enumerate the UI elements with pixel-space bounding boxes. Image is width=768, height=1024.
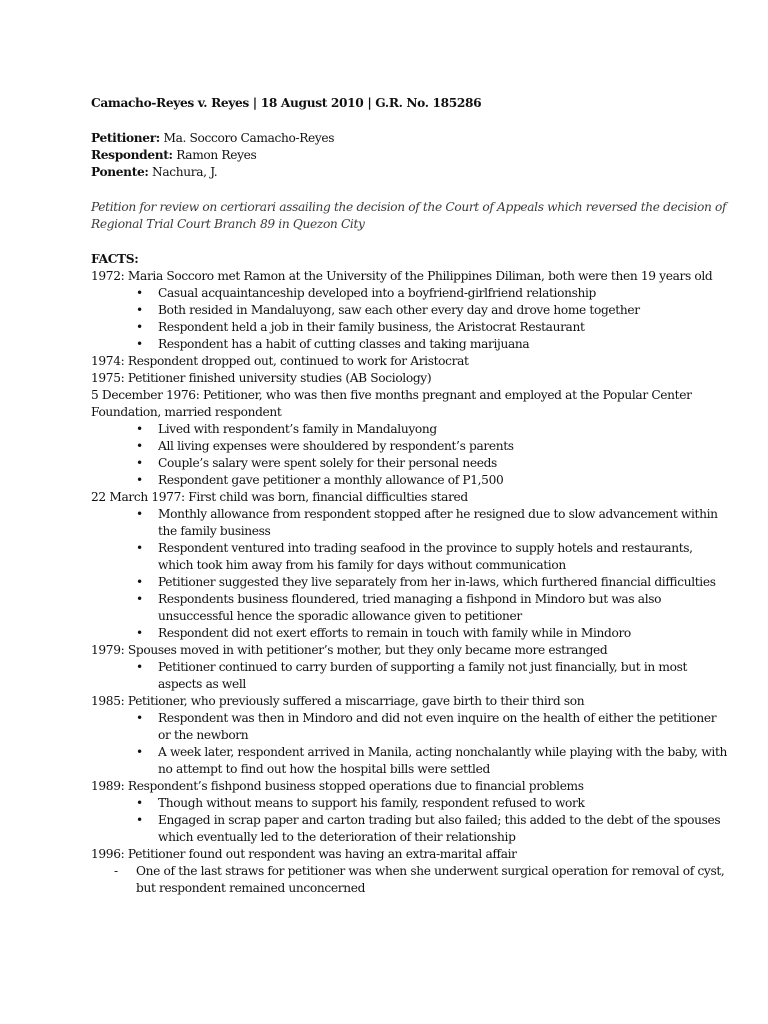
list-item: [91, 625, 731, 642]
bullet-marker: •: [136, 813, 143, 827]
respondent-value: Ramon Reyes: [172, 148, 257, 162]
list-item: [91, 421, 731, 438]
list-item-text: Though without means to support his family, respondent refused to work: [158, 796, 585, 810]
list-item-text: Respondent was then in Mindoro and did not even inquire on the health of either the petitioner or the newborn: [158, 711, 717, 742]
party-line-petitioner: [91, 130, 731, 147]
bullet-marker: •: [136, 626, 143, 640]
bullet-marker: •: [136, 286, 143, 300]
list-item: [91, 795, 731, 812]
list-item-text: Respondents business floundered, tried managing a fishpond in Mindoro but was also unsuccessful hence the sporadic allowance given to petitioner: [158, 592, 662, 623]
bullet-marker: •: [136, 422, 143, 436]
petitioner-value: Ma. Soccoro Camacho-Reyes: [159, 131, 335, 145]
list-item: [91, 591, 731, 625]
list-item-text: All living expenses were shouldered by respondent’s parents: [158, 439, 514, 453]
list-item-text: Engaged in scrap paper and carton trading but also failed; this added to the debt of the spouses which eventually led to the deterioration of their relationship: [158, 813, 721, 844]
bullet-marker: •: [136, 575, 143, 589]
timeline-entry: 22 March 1977: First child was born, financial difficulties stared: [91, 490, 468, 504]
bullet-marker: •: [136, 660, 143, 674]
list-item: [91, 540, 731, 574]
bullet-marker: •: [136, 320, 143, 334]
bullet-list: [91, 506, 731, 642]
bullet-marker: •: [136, 507, 143, 521]
parties-block: [91, 130, 731, 181]
list-item: [91, 710, 731, 744]
dash-marker: -: [114, 864, 118, 878]
ponente-label: Ponente:: [91, 165, 149, 179]
list-item-text: Respondent gave petitioner a monthly allowance of P1,500: [158, 473, 504, 487]
list-item-text: Respondent has a habit of cutting classes and taking marijuana: [158, 337, 530, 351]
list-item-text: Couple’s salary were spent solely for their personal needs: [158, 456, 497, 470]
list-item-text: Petitioner continued to carry burden of supporting a family not just financially, but in most aspects as well: [158, 660, 688, 691]
list-item: [91, 302, 731, 319]
bullet-marker: •: [136, 337, 143, 351]
bullet-marker: •: [136, 303, 143, 317]
list-item: [91, 659, 731, 693]
list-item: [91, 744, 731, 778]
list-item-text: Petitioner suggested they live separately from her in-laws, which furthered financial difficulties: [158, 575, 716, 589]
timeline-entry: 5 December 1976: Petitioner, who was then five months pregnant and employed at the Popular Center Foundation, married respondent: [91, 388, 692, 419]
list-item-text: Respondent did not exert efforts to remain in touch with family while in Mindoro: [158, 626, 631, 640]
facts-heading: FACTS:: [91, 252, 139, 266]
bullet-list: [91, 421, 731, 489]
list-item-text: Respondent held a job in their family business, the Aristocrat Restaurant: [158, 320, 585, 334]
list-item-text: Lived with respondent’s family in Mandaluyong: [158, 422, 437, 436]
list-item-text: Monthly allowance from respondent stopped after he resigned due to slow advancement within the family business: [158, 507, 718, 538]
party-line-ponente: [91, 164, 731, 181]
bullet-list: [91, 710, 731, 778]
list-item-text: Respondent ventured into trading seafood in the province to supply hotels and restaurants, which took him away from his family for days without communication: [158, 541, 693, 572]
case-summary: Petition for review on certiorari assailing the decision of the Court of Appeals which reversed the decision of Regional Trial Court Branch 89 in Quezon City: [91, 200, 727, 231]
bullet-marker: •: [136, 439, 143, 453]
bullet-marker: •: [136, 711, 143, 725]
bullet-marker: •: [136, 745, 143, 759]
list-item-text: A week later, respondent arrived in Manila, acting nonchalantly while playing with the baby, with no attempt to find out how the hospital bills were settled: [158, 745, 728, 776]
bullet-marker: •: [136, 541, 143, 555]
bullet-list: [91, 285, 731, 353]
bullet-marker: •: [136, 473, 143, 487]
timeline-entry: 1985: Petitioner, who previously suffered a miscarriage, gave birth to their third son: [91, 694, 585, 708]
list-item-text: Casual acquaintanceship developed into a boyfriend-girlfriend relationship: [158, 286, 596, 300]
facts-timeline: [91, 268, 731, 897]
bullet-marker: •: [136, 456, 143, 470]
bullet-list: [91, 795, 731, 846]
timeline-entry: 1975: Petitioner finished university studies (AB Sociology): [91, 371, 432, 385]
list-item: [91, 336, 731, 353]
list-item-text: One of the last straws for petitioner was when she underwent surgical operation for removal of cyst, but respondent remained unconcerned: [136, 864, 725, 895]
list-item: [91, 506, 731, 540]
list-item: [91, 472, 731, 489]
timeline-entry: 1979: Spouses moved in with petitioner’s mother, but they only became more estranged: [91, 643, 608, 657]
list-item: [91, 574, 731, 591]
list-item-text: Both resided in Mandaluyong, saw each other every day and drove home together: [158, 303, 640, 317]
list-item: [91, 319, 731, 336]
list-item: [91, 438, 731, 455]
respondent-label: Respondent:: [91, 148, 173, 162]
timeline-entry: 1996: Petitioner found out respondent was having an extra-marital affair: [91, 847, 517, 861]
list-item: [91, 863, 731, 897]
case-title: Camacho-Reyes v. Reyes | 18 August 2010 | G.R. No. 185286: [91, 96, 482, 110]
petitioner-label: Petitioner:: [91, 131, 160, 145]
bullet-list: [91, 659, 731, 693]
timeline-entry: 1972: Maria Soccoro met Ramon at the University of the Philippines Diliman, both were then 19 years old: [91, 269, 713, 283]
timeline-entry: 1989: Respondent’s fishpond business stopped operations due to financial problems: [91, 779, 584, 793]
bullet-marker: •: [136, 796, 143, 810]
list-item: [91, 812, 731, 846]
bullet-marker: •: [136, 592, 143, 606]
timeline-entry: 1974: Respondent dropped out, continued to work for Aristocrat: [91, 354, 469, 368]
ponente-value: Nachura, J.: [148, 165, 218, 179]
document-page: [91, 95, 731, 897]
list-item: [91, 285, 731, 302]
dash-list: [91, 863, 731, 897]
list-item: [91, 455, 731, 472]
party-line-respondent: [91, 147, 731, 164]
